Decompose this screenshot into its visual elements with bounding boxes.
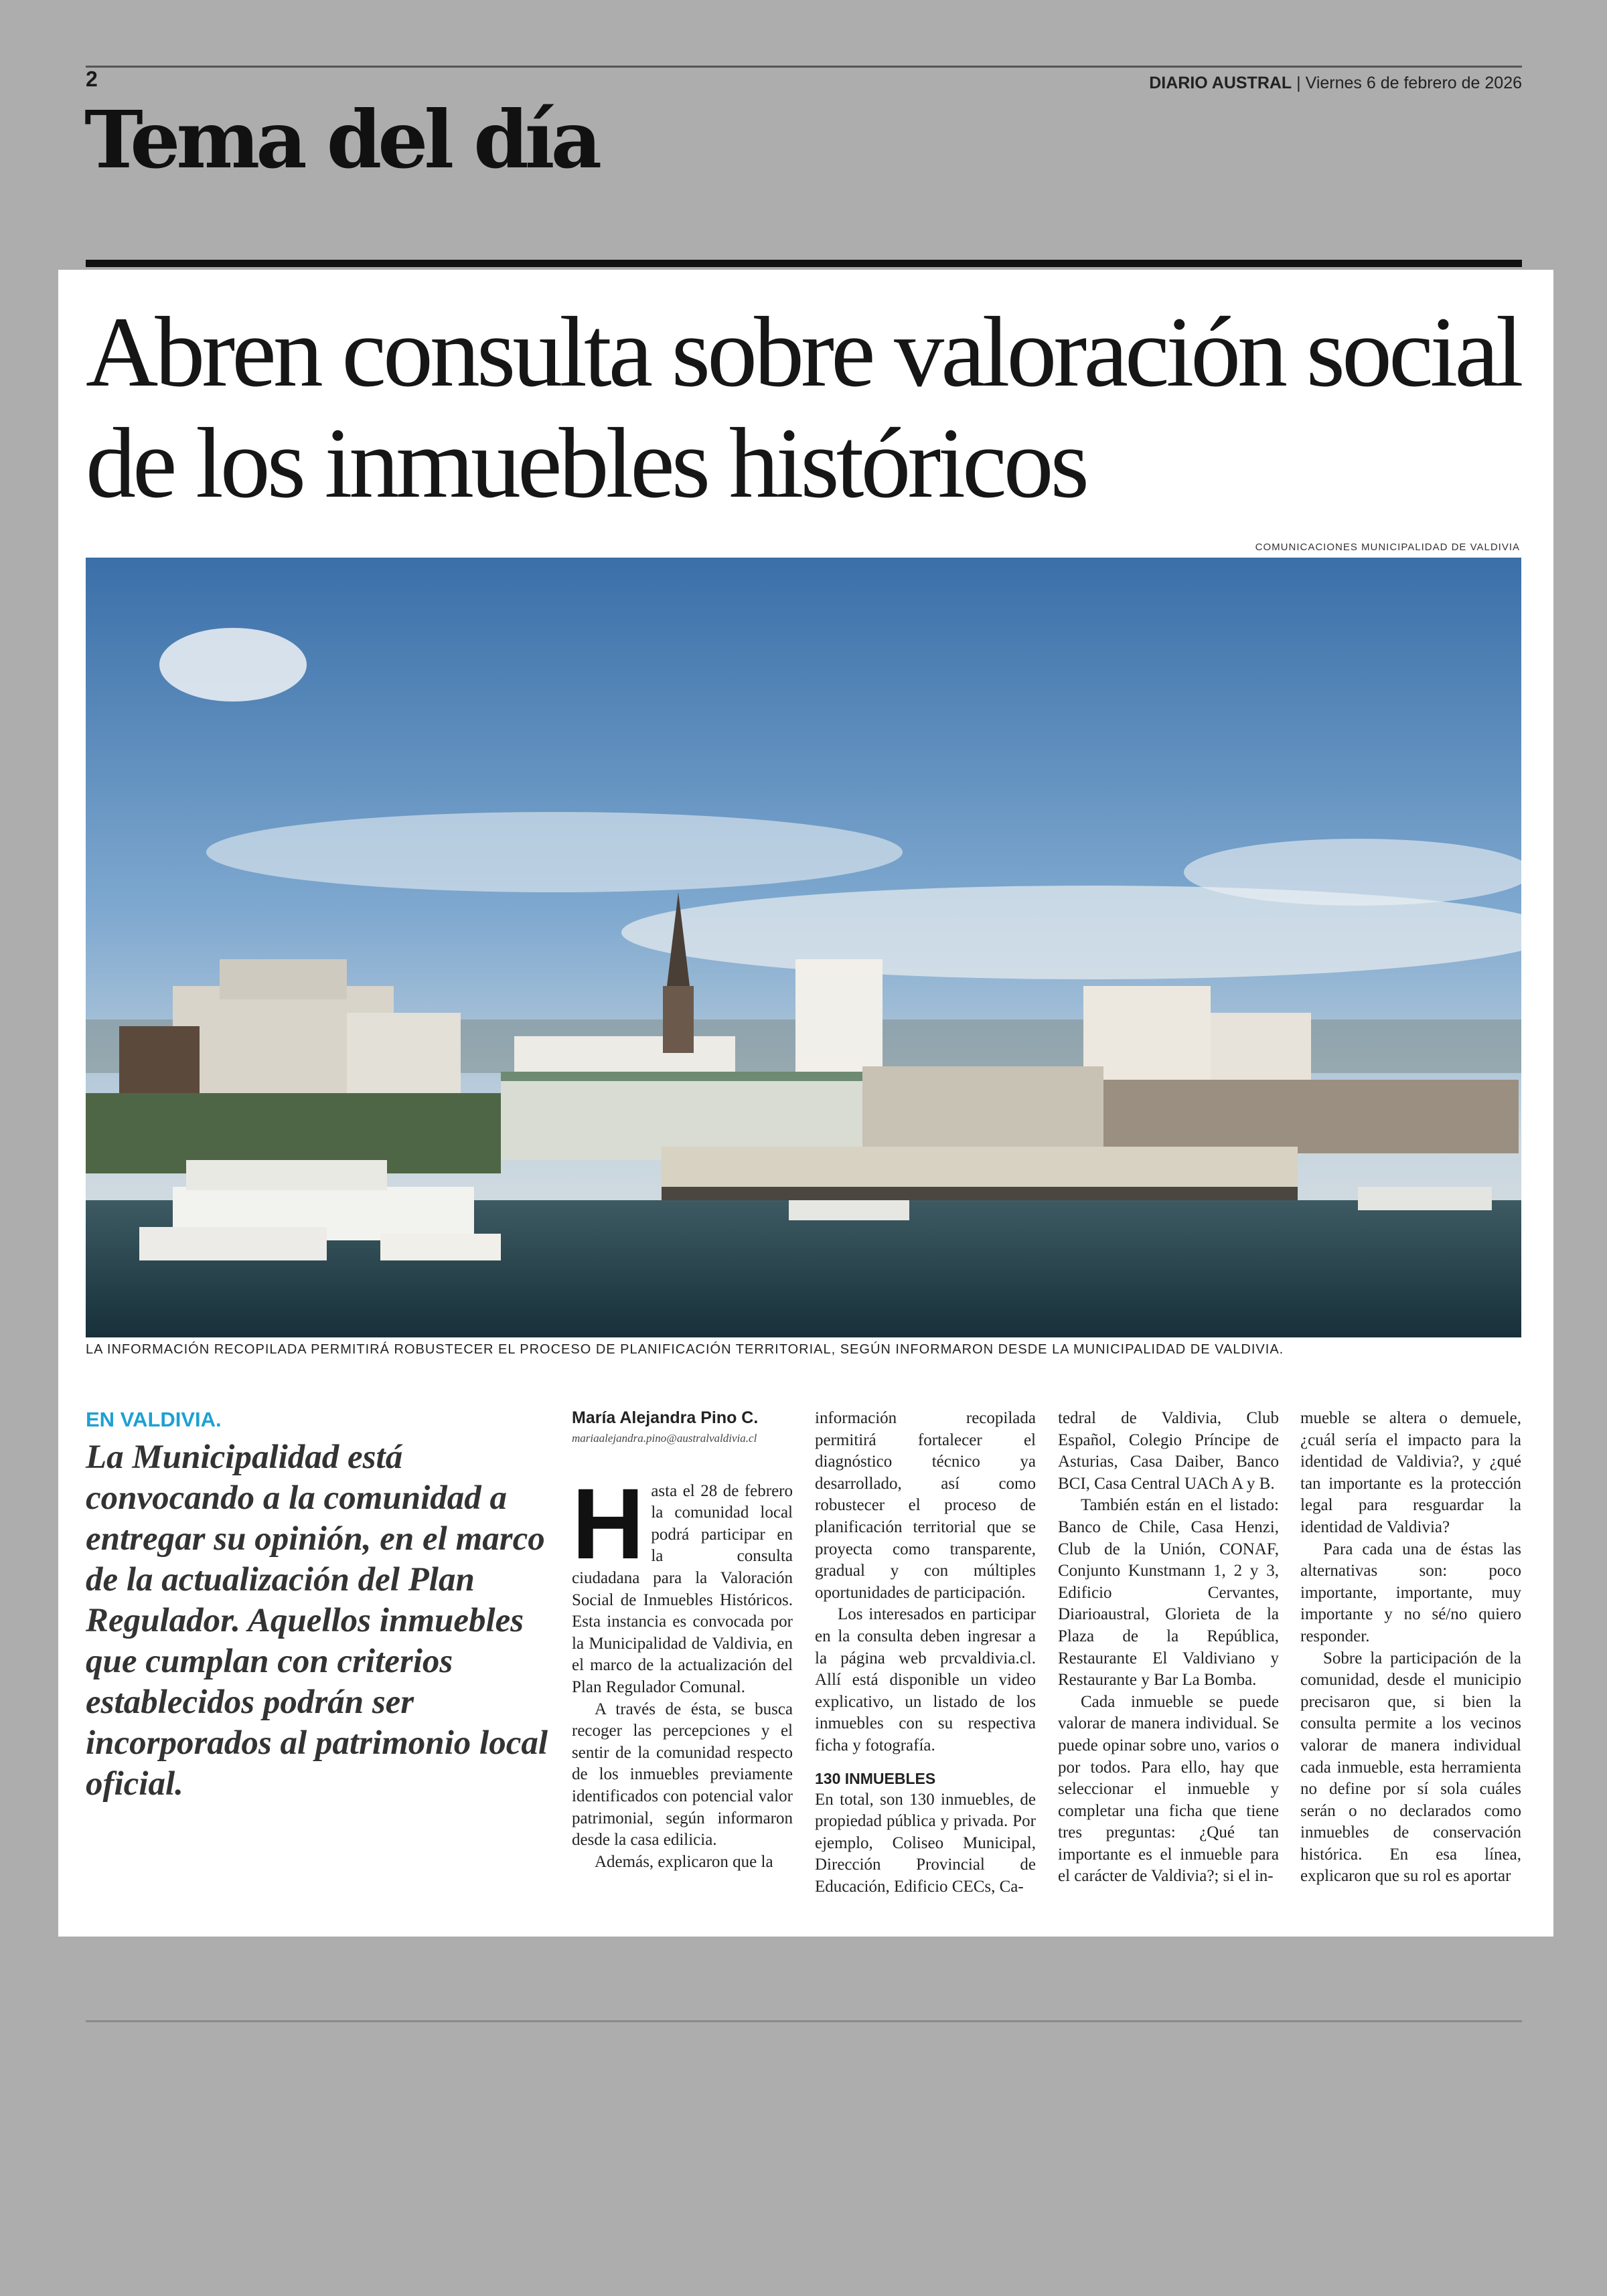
- paragraph: Para cada una de éstas las alternativas son: poco importante, importante, muy importante y no sé/no quiero responder.: [1300, 1540, 1521, 1645]
- paragraph: A través de ésta, se busca recoger las percepciones y el sentir de la comunidad respecto de los inmuebles previamente identificados con potencial valor patrimonial, según informaron desde la casa edilicia.: [572, 1700, 793, 1850]
- article-column-3: [1058, 1408, 1279, 1888]
- article-column-1: [572, 1408, 793, 1873]
- article-column-4: [1300, 1408, 1521, 1888]
- masthead-separator: |: [1296, 74, 1301, 92]
- paragraph: También están en el listado: Banco de Chile, Casa Henzi, Club de la Unión, CONAF, Conjunto Kunstmann 1, 2 y 3, Edificio Cervantes, Diarioaustral, Glorieta de la Plaza de la República, Restaurante El Valdiviano y Restaurante y Bar La Bomba.: [1058, 1496, 1279, 1690]
- headline: Abren consulta sobre valoración social de los inmuebles históricos: [86, 297, 1521, 519]
- top-rule: [86, 66, 1522, 68]
- article-column-2: [815, 1408, 1036, 1898]
- paragraph: Cada inmueble se puede valorar de manera individual. Se puede opinar sobre uno, varios o por todos. Para ello, hay que seleccionar el inmueble y completar una ficha que tiene tres preguntas: ¿Qué tan importante es el inmueble para el carácter de Valdivia?; si el in-: [1058, 1692, 1279, 1886]
- section-title: Tema del día: [84, 93, 599, 186]
- deck: La Municipalidad está convocando a la comunidad a entregar su opinión, en el marco de la actualización del Plan Regulador. Aquellos inmuebles que cumplan con criterios establecidos podrán ser incorporados al patrimonio local oficial.: [86, 1439, 548, 1803]
- paragraph: Además, explicaron que la: [595, 1852, 773, 1871]
- masthead: [1149, 74, 1522, 93]
- bottom-rule: [86, 2020, 1522, 2022]
- subhead: 130 INMUEBLES: [815, 1769, 936, 1787]
- author-name: María Alejandra Pino C.: [572, 1408, 759, 1427]
- paragraph: Los interesados en participar en la consulta deben ingresar a la página web prcvaldivia.cl. Allí está disponible un video explicativo, un listado de los inmuebles con su respectiva ficha y fotografía.: [815, 1605, 1036, 1754]
- paragraph: En total, son 130 inmuebles, de propiedad pública y privada. Por ejemplo, Coliseo Municipal, Dirección Provincial de Educación, Edificio CECs, Ca-: [815, 1790, 1036, 1896]
- paragraph: mueble se altera o demuele, ¿cuál sería el impacto para la identidad de Valdivia?, y ¿qué tan importante es la protección legal para resguardar la identidad de Valdivia?: [1300, 1409, 1521, 1536]
- article: [58, 270, 1553, 1937]
- photo-caption: LA INFORMACIÓN RECOPILADA PERMITIRÁ ROBUSTECER EL PROCESO DE PLANIFICACIÓN TERRITORIAL, SEGÚN INFORMARON DESDE LA MUNICIPALIDAD DE VALDIVIA.: [86, 1342, 1284, 1357]
- photo-credit: COMUNICACIONES MUNICIPALIDAD DE VALDIVIA: [1255, 542, 1520, 553]
- paragraph: Sobre la participación de la comunidad, desde el municipio precisaron que, si bien la consulta permite a los vecinos valorar de manera individual cada inmueble, esta herramienta no define por sí sola cuáles serán o no declarados como inmuebles de conservación histórica. En esa línea, explicaron que su rol es aportar: [1300, 1649, 1521, 1886]
- paragraph: tedral de Valdivia, Club Español, Colegio Príncipe de Asturias, Casa Daiber, Banco BCI, Casa Central UACh A y B.: [1058, 1409, 1279, 1493]
- issue-date: Viernes 6 de febrero de 2026: [1305, 74, 1522, 92]
- paragraph: información recopilada permitirá fortalecer el diagnóstico técnico ya desarrollado, así como robustecer el proceso de planificación territorial que se proyecta como transparente, gradual y con múltiples oportunidades de participación.: [815, 1409, 1036, 1602]
- paragraph: asta el 28 de febrero la comunidad local podrá participar en la consulta ciudadana para la Valoración Social de Inmuebles Históricos. Esta instancia es convocada por la Municipalidad de Valdivia, en el marco de la actualización del Plan Regulador Comunal.: [572, 1481, 793, 1696]
- harbor-photo: [86, 558, 1521, 1337]
- dropcap: H: [572, 1467, 645, 1580]
- section-rule: [86, 260, 1522, 267]
- publication-name: DIARIO AUSTRAL: [1149, 74, 1292, 92]
- page-number: 2: [86, 67, 98, 91]
- author-email: mariaalejandra.pino@australvaldivia.cl: [572, 1432, 757, 1445]
- kicker: EN VALDIVIA.: [86, 1408, 222, 1431]
